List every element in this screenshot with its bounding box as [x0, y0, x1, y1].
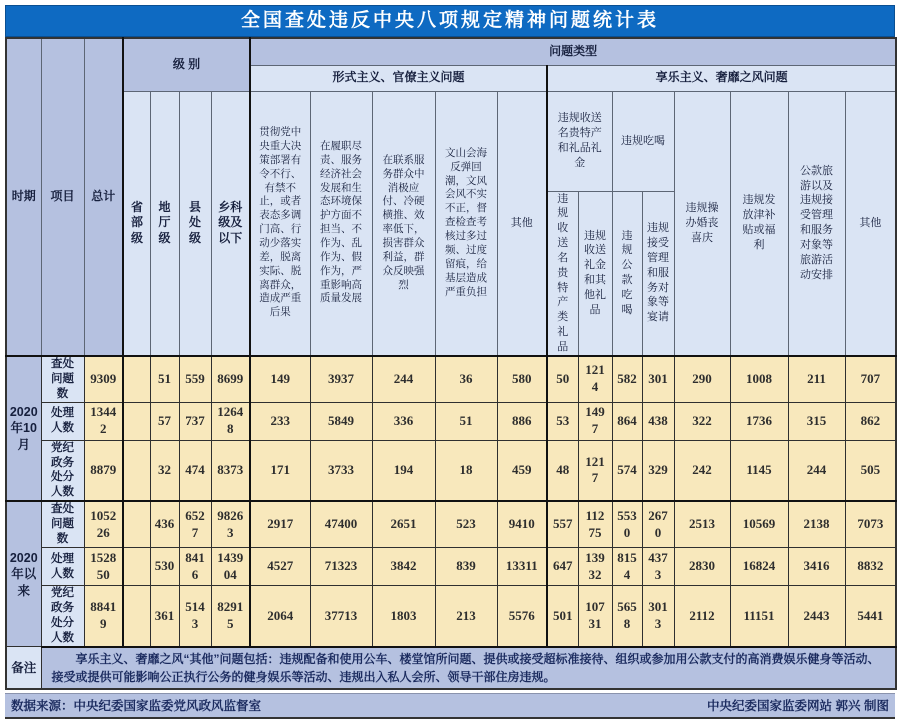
- data-cell: 8373: [211, 440, 250, 501]
- data-cell: 647: [547, 548, 578, 586]
- data-cell: 2917: [250, 501, 310, 547]
- header-hedonism-group: 享乐主义、奢靡之风问题: [547, 65, 896, 91]
- data-cell: 51: [150, 356, 179, 402]
- formalism-col-header: 贯彻党中央重大决策部署有令不行、有禁不止，或者表态多调门高、行动少落实差，脱离实际、脱离群众，造成严重后果: [250, 91, 310, 356]
- data-cell: 501: [547, 586, 578, 647]
- header-item: 项目: [41, 38, 84, 356]
- data-cell: 244: [788, 440, 845, 501]
- data-cell: 48: [547, 440, 578, 501]
- data-cell: 51: [435, 402, 497, 440]
- data-cell: 9410: [497, 501, 547, 547]
- data-cell: 580: [497, 356, 547, 402]
- formalism-col-header: 在联系服务群众中消极应付、冷硬横推、效率低下，损害群众利益，群众反映强烈: [372, 91, 435, 356]
- data-cell: 336: [372, 402, 435, 440]
- data-cell: 9309: [84, 356, 123, 402]
- data-cell: 8154: [612, 548, 642, 586]
- data-cell: 53: [547, 402, 578, 440]
- data-cell: 88419: [84, 586, 123, 647]
- footer-bar: [5, 693, 895, 719]
- data-cell: 557: [547, 501, 578, 547]
- data-cell: 5658: [612, 586, 642, 647]
- data-cell: 13932: [578, 548, 612, 586]
- data-cell: [123, 548, 150, 586]
- row-item-label: 党纪政务处分人数: [41, 440, 84, 501]
- data-cell: 329: [642, 440, 674, 501]
- data-cell: [123, 356, 150, 402]
- data-cell: 523: [435, 501, 497, 547]
- level-col-header: 地厅级: [150, 91, 179, 356]
- data-cell: 57: [150, 402, 179, 440]
- data-cell: 50: [547, 356, 578, 402]
- data-cell: 3937: [310, 356, 372, 402]
- data-cell: 242: [674, 440, 730, 501]
- data-cell: 1803: [372, 586, 435, 647]
- header-dining-group: 违规吃喝: [612, 91, 674, 191]
- data-cell: 5849: [310, 402, 372, 440]
- data-cell: 82915: [211, 586, 250, 647]
- data-cell: 2443: [788, 586, 845, 647]
- data-cell: 8879: [84, 440, 123, 501]
- data-cell: 839: [435, 548, 497, 586]
- header-total: 总计: [84, 38, 123, 356]
- data-cell: [123, 501, 150, 547]
- data-cell: 213: [435, 586, 497, 647]
- header-gifts-group: 违规收送名贵特产和礼品礼金: [547, 91, 612, 191]
- data-cell: 18: [435, 440, 497, 501]
- data-cell: 4527: [250, 548, 310, 586]
- level-col-header: 省部级: [123, 91, 150, 356]
- data-cell: 11275: [578, 501, 612, 547]
- data-cell: 2112: [674, 586, 730, 647]
- data-cell: 8832: [845, 548, 896, 586]
- data-cell: 505: [845, 440, 896, 501]
- hedonism-col-header: 违规操办婚丧喜庆: [674, 91, 730, 356]
- data-cell: 5576: [497, 586, 547, 647]
- data-cell: 862: [845, 402, 896, 440]
- footer-data-source: 数据来源：中央纪委国家监委党风政风监督室: [11, 699, 262, 714]
- data-cell: 7073: [845, 501, 896, 547]
- row-item-label: 处理人数: [41, 548, 84, 586]
- data-cell: 98263: [211, 501, 250, 547]
- formalism-col-header: 文山会海反弹回潮，文风会风不实不正，督查检查考核过多过频、过度留痕，给基层造成严重负担: [435, 91, 497, 356]
- hedonism-col-header: 违规发放津补贴或福利: [730, 91, 788, 356]
- data-cell: 194: [372, 440, 435, 501]
- data-cell: 2830: [674, 548, 730, 586]
- formalism-col-header-other: 其他: [497, 91, 547, 356]
- data-cell: 2670: [642, 501, 674, 547]
- data-cell: 211: [788, 356, 845, 402]
- data-cell: 1217: [578, 440, 612, 501]
- data-cell: 886: [497, 402, 547, 440]
- data-cell: 5441: [845, 586, 896, 647]
- hedonism-col-header: 违规接受管理和服务对象等宴请: [642, 191, 674, 356]
- data-cell: 361: [150, 586, 179, 647]
- data-cell: 8699: [211, 356, 250, 402]
- data-cell: [123, 586, 150, 647]
- data-cell: 8416: [179, 548, 211, 586]
- data-cell: 143904: [211, 548, 250, 586]
- footer-credit: 中央纪委国家监委网站 郭兴 制图: [707, 699, 889, 714]
- hedonism-col-header-other: 其他: [845, 91, 896, 356]
- level-col-header: 县处级: [179, 91, 211, 356]
- row-item-label: 查处问题数: [41, 356, 84, 402]
- data-cell: 474: [179, 440, 211, 501]
- data-cell: 2138: [788, 501, 845, 547]
- data-cell: 1214: [578, 356, 612, 402]
- data-cell: 71323: [310, 548, 372, 586]
- data-cell: 2064: [250, 586, 310, 647]
- remark-label: 备注: [6, 647, 41, 689]
- header-level: 级 别: [123, 38, 250, 91]
- remark-text: 享乐主义、奢靡之风“其他”问题包括：违规配备和使用公车、楼堂馆所问题、提供或接受超标准接待、组织或参加用公款支付的高消费娱乐健身等活动、接受或提供可能影响公正执行公务的健身娱乐等活动、违规出入私人会所、领导干部住房违规。: [41, 647, 896, 689]
- header-formalism-group: 形式主义、官僚主义问题: [250, 65, 547, 91]
- data-cell: 152850: [84, 548, 123, 586]
- data-cell: 1008: [730, 356, 788, 402]
- data-cell: 322: [674, 402, 730, 440]
- data-cell: 5530: [612, 501, 642, 547]
- data-cell: 1736: [730, 402, 788, 440]
- data-cell: 5143: [179, 586, 211, 647]
- data-cell: 47400: [310, 501, 372, 547]
- data-cell: 16824: [730, 548, 788, 586]
- data-cell: 6527: [179, 501, 211, 547]
- data-cell: 290: [674, 356, 730, 402]
- data-cell: 36: [435, 356, 497, 402]
- data-cell: 3013: [642, 586, 674, 647]
- data-cell: 459: [497, 440, 547, 501]
- header-period: 时期: [6, 38, 41, 356]
- data-cell: 737: [179, 402, 211, 440]
- data-cell: [123, 440, 150, 501]
- data-cell: 436: [150, 501, 179, 547]
- hedonism-col-header: 违规公款吃喝: [612, 191, 642, 356]
- period-label: 2020年10月: [6, 356, 41, 502]
- statistics-table: [5, 37, 897, 690]
- data-cell: 1497: [578, 402, 612, 440]
- data-cell: 707: [845, 356, 896, 402]
- formalism-col-header: 在履职尽责、服务经济社会发展和生态环境保护方面不担当、不作为、乱作为、假作为，严重影响高质量发展: [310, 91, 372, 356]
- data-cell: 582: [612, 356, 642, 402]
- data-cell: 315: [788, 402, 845, 440]
- data-cell: 13442: [84, 402, 123, 440]
- header-problem-type: 问题类型: [250, 38, 896, 65]
- data-cell: 3733: [310, 440, 372, 501]
- data-cell: 301: [642, 356, 674, 402]
- data-cell: 3416: [788, 548, 845, 586]
- hedonism-col-header: 公款旅游以及违规接受管理和服务对象等旅游活动安排: [788, 91, 845, 356]
- data-cell: 37713: [310, 586, 372, 647]
- data-cell: 12648: [211, 402, 250, 440]
- data-cell: 13311: [497, 548, 547, 586]
- data-cell: 105226: [84, 501, 123, 547]
- data-cell: 171: [250, 440, 310, 501]
- data-cell: 574: [612, 440, 642, 501]
- row-item-label: 处理人数: [41, 402, 84, 440]
- row-item-label: 查处问题数: [41, 501, 84, 547]
- hedonism-col-header: 违规收送名贵特产类礼品: [547, 191, 578, 356]
- data-cell: 438: [642, 402, 674, 440]
- data-cell: 2651: [372, 501, 435, 547]
- data-cell: 1145: [730, 440, 788, 501]
- data-cell: 32: [150, 440, 179, 501]
- period-label: 2020年以来: [6, 501, 41, 647]
- data-cell: 10731: [578, 586, 612, 647]
- data-cell: 530: [150, 548, 179, 586]
- data-cell: 4373: [642, 548, 674, 586]
- data-cell: [123, 402, 150, 440]
- data-cell: 11151: [730, 586, 788, 647]
- page-title: 全国查处违反中央八项规定精神问题统计表: [5, 5, 895, 37]
- data-cell: 3842: [372, 548, 435, 586]
- level-col-header: 乡科级及以下: [211, 91, 250, 356]
- data-cell: 559: [179, 356, 211, 402]
- data-cell: 2513: [674, 501, 730, 547]
- row-item-label: 党纪政务处分人数: [41, 586, 84, 647]
- data-cell: 149: [250, 356, 310, 402]
- data-cell: 244: [372, 356, 435, 402]
- data-cell: 864: [612, 402, 642, 440]
- data-cell: 10569: [730, 501, 788, 547]
- data-cell: 233: [250, 402, 310, 440]
- hedonism-col-header: 违规收送礼金和其他礼品: [578, 191, 612, 356]
